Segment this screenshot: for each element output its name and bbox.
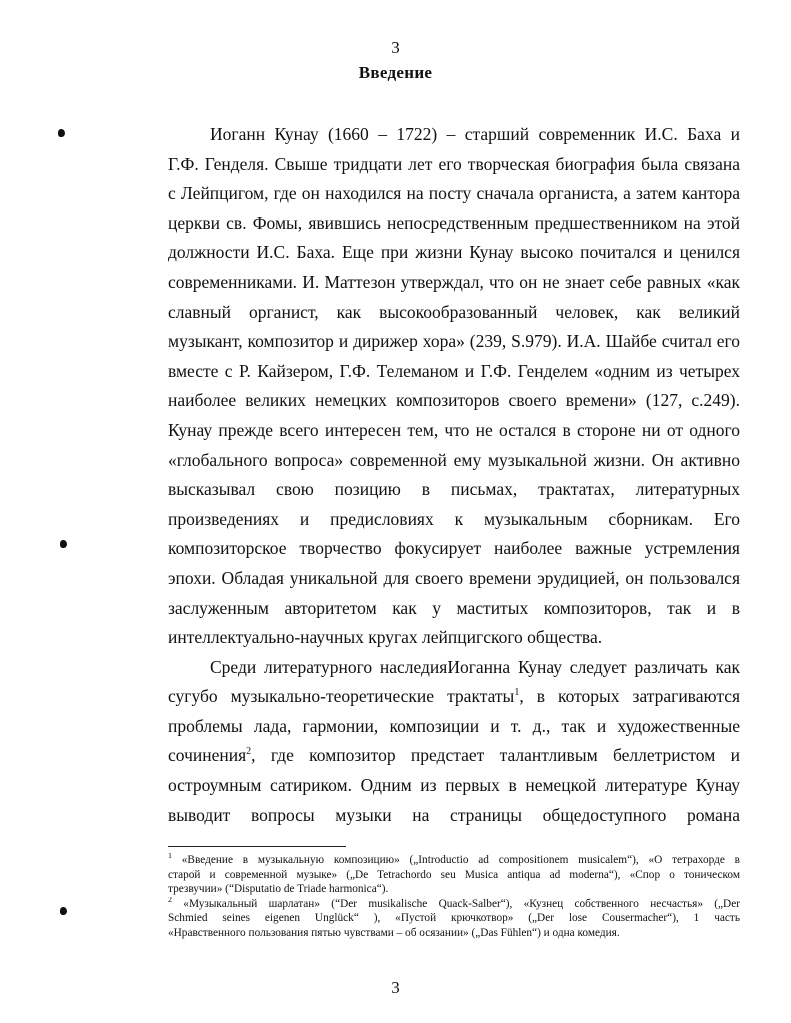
footnote-text: «Введение в музыкальную композицию» („Introductio ad compositionem musicalem“), «О тетрахорде в: [172, 854, 740, 866]
text-line-with-footnote: [168, 682, 740, 712]
footnote-line: старой и современной музыке» („De Tetrachordo seu Musica antiqua ad moderna“), «Спор о тоническом: [168, 868, 740, 881]
paragraph-1: [168, 120, 740, 653]
text-line: произведениях и предисловиях к музыкальным сборникам. Его: [168, 508, 740, 529]
text-line: заслуженным авторитетом как у маститых композиторов, так и в: [168, 597, 740, 618]
text-line: должности И.С. Баха. Еще при жизни Кунау высоко почитался и ценился: [168, 242, 740, 263]
text-line: выводит вопросы музыки на страницы общедоступного романа: [168, 804, 740, 825]
text-line: эпохи. Обладая уникальной для своего времени эрудицией, он пользовался: [168, 567, 740, 588]
body-text: [168, 120, 740, 830]
footnote-line: Schmied seines eigenen Unglück“ ), «Пустой крючкотвор» („Der lose Cousermacher“), 1 часть: [168, 912, 740, 925]
text-line: проблемы лада, гармонии, композиции и т. д., так и художественные: [168, 715, 740, 736]
text-line: современниками. И. Маттезон утверждал, что он не знает себе равных «как: [168, 271, 740, 292]
text-line: интеллектуально-научных кругах лейпцигского общества.: [168, 627, 603, 648]
line-text: сочинения: [168, 745, 247, 766]
text-line: Иоганн Кунау (1660 – 1722) – старший современник И.С. Баха и: [210, 124, 740, 144]
text-line: Кунау прежде всего интересен тем, что не остался в стороне ни от одного: [168, 419, 740, 440]
page-number-top: 3: [391, 38, 400, 57]
margin-mark: [60, 540, 67, 548]
footnote-ref-2[interactable]: 2: [246, 746, 252, 758]
margin-mark: [60, 907, 67, 915]
text-line: вместе с Р. Кайзером, Г.Ф. Телеманом и Г.Ф. Генделем «одним из четырех: [168, 360, 740, 381]
page-title: Введение: [358, 63, 433, 82]
footnote-divider: [168, 846, 346, 847]
footnote-text: «Музыкальный шарлатан» (“Der musikalische Quack-Salber“), «Кузнец собственного несчастья» („Der: [172, 897, 740, 910]
text-line: с Лейпцигом, где он находился на посту сначала органиста, а затем кантора: [168, 183, 740, 204]
margin-mark: [58, 129, 65, 137]
footnote-1: [168, 853, 740, 868]
paragraph-2: [168, 653, 740, 831]
line-text: сугубо музыкально-теоретические трактаты: [168, 686, 515, 707]
text-line: «глобального вопроса» современной ему музыкальной жизни. Он активно: [168, 449, 740, 470]
footnote-line: трезвучии» (“Disputatio de Triade harmonica“).: [168, 883, 389, 896]
footnote-marker: 2: [168, 896, 172, 905]
text-line: композиторское творчество фокусирует наиболее важные устремления: [168, 538, 740, 559]
footnote-2: [168, 897, 740, 912]
page-number-bottom: 3: [391, 978, 400, 997]
text-line: Г.Ф. Генделя. Свыше тридцати лет его творческая биография была связана: [168, 153, 740, 174]
line-text: , в которых затрагиваются: [519, 686, 740, 707]
text-line: Среди литературного наследияИоганна Кунау следует различать как: [210, 656, 740, 677]
footnote-line: «Нравственного пользования пятью чувствами – об осязании» („Das Fühlen“) и одна комедия.: [168, 926, 620, 939]
footnote-ref-1[interactable]: 1: [514, 687, 520, 699]
text-line-with-footnote: [168, 741, 740, 771]
footnote-marker: 1: [168, 853, 172, 861]
line-text: , где композитор предстает талантливым беллетристом и: [251, 745, 740, 766]
text-line: наиболее великих немецких композиторов своего времени» (127, с.249).: [168, 390, 740, 411]
text-line: высказывал свою позицию в письмах, трактатах, литературных: [168, 479, 740, 500]
footnotes: [168, 853, 740, 941]
text-line: церкви св. Фомы, явившись непосредственным предшественником на этой: [168, 212, 740, 233]
text-line: славный органист, как высокообразованный человек, как великий: [168, 301, 740, 322]
text-line: музыкант, композитор и дирижер хора» (239, S.979). И.А. Шайбе считал его: [168, 331, 740, 352]
text-line: остроумным сатириком. Одним из первых в немецкой литературе Кунау: [168, 775, 740, 796]
